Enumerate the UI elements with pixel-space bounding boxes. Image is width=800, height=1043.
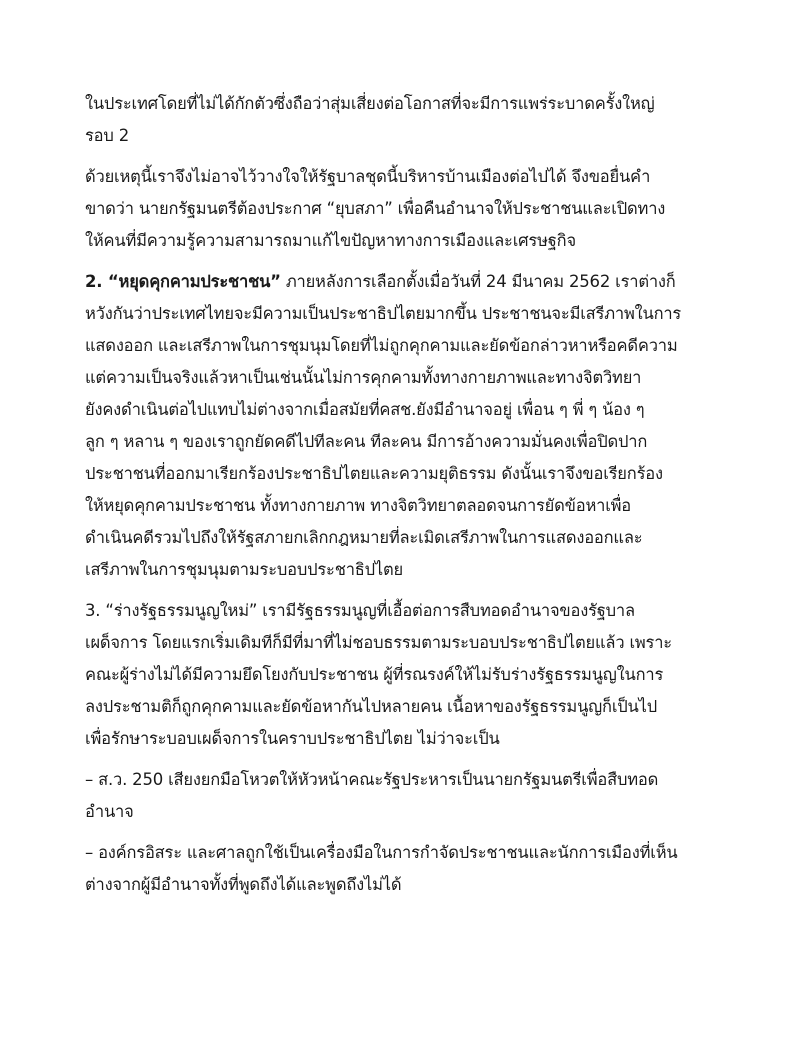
paragraph-stop-harassment — [85, 266, 725, 586]
text-line: คณะผู้ร่างไม่ได้มีความยึดโยงกับประชาชน ผู้ที่รณรงค์ให้ไม่รับร่างรัฐธรรมนูญในการ — [85, 665, 664, 684]
text-line: ยังคงดำเนินต่อไปแทบไม่ต่างจากเมื่อสมัยที่คสช.ยังมีอำนาจอยู่ เพื่อน ๆ พี่ ๆ น้อง ๆ — [85, 400, 645, 419]
paragraph-new-constitution — [85, 595, 725, 755]
text-line: แต่ความเป็นจริงแล้วหาเป็นเช่นนั้นไม่การคุกคามทั้งทางกายภาพและทางจิตวิทยา — [85, 368, 642, 387]
paragraph-dissolve-parliament — [85, 161, 725, 257]
section-heading-2: 2. “หยุดคุกคามประชาชน” — [85, 272, 281, 291]
text-line: ด้วยเหตุนี้เราจึงไม่อาจไว้วางใจให้รัฐบาลชุดนี้บริหารบ้านเมืองต่อไปได้ จึงขอยื่นคำ — [85, 167, 651, 186]
text-line: เพื่อรักษาระบอบเผด็จการในคราบประชาธิปไตย ไม่ว่าจะเป็น — [85, 729, 500, 748]
text-line: ลูก ๆ หลาน ๆ ของเราถูกยัดคดีไปทีละคน ทีละคน มีการอ้างความมั่นคงเพื่อปิดปาก — [85, 432, 648, 451]
text-line: ลงประชามติก็ถูกคุกคามและยัดข้อหากันไปหลายคน เนื้อหาของรัฐธรรมนูญก็เป็นไป — [85, 697, 657, 716]
text-line: หวังกันว่าประเทศไทยจะมีความเป็นประชาธิปไตยมากขึ้น ประชาชนจะมีเสรีภาพในการ — [85, 304, 682, 323]
text-line: – ส.ว. 250 เสียงยกมือโหวตให้หัวหน้าคณะรัฐประหารเป็นนายกรัฐมนตรีเพื่อสืบทอด — [85, 770, 659, 789]
text-line: ดำเนินคดีรวมไปถึงให้รัฐสภายกเลิกกฎหมายที่ละเมิดเสรีภาพในการแสดงออกและ — [85, 528, 643, 547]
text-line: ประชาชนที่ออกมาเรียกร้องประชาธิปไตยและความยุติธรรม ดังนั้นเราจึงขอเรียกร้อง — [85, 464, 663, 483]
document-page — [85, 88, 725, 910]
text-line: ให้หยุดคุกคามประชาชน ทั้งทางกายภาพ ทางจิตวิทยาตลอดจนการยัดข้อหาเพื่อ — [85, 496, 632, 515]
text-line: ขาดว่า นายกรัฐมนตรีต้องประกาศ “ยุบสภา” เพื่อคืนอำนาจให้ประชาชนและเปิดทาง — [85, 199, 666, 218]
bullet-senate-votes — [85, 764, 725, 828]
text-line: รอบ 2 — [85, 126, 129, 145]
text-line: เผด็จการ โดยแรกเริ่มเดิมทีก็มีที่มาที่ไม่ชอบธรรมตามระบอบประชาธิปไตยแล้ว เพราะ — [85, 633, 672, 652]
bullet-independent-orgs — [85, 837, 725, 901]
text-line — [85, 266, 725, 298]
text-line: แสดงออก และเสรีภาพในการชุมนุมโดยที่ไม่ถูกคุกคามและยัดข้อกล่าวหาหรือคดีความ — [85, 336, 678, 355]
text-line: อำนาจ — [85, 802, 134, 821]
text-line: 3. “ร่างรัฐธรรมนูญใหม่” เรามีรัฐธรรมนูญที่เอื้อต่อการสืบทอดอำนาจของรัฐบาล — [85, 601, 635, 620]
text-fragment: ภายหลังการเลือกตั้งเมื่อวันที่ 24 มีนาคม 2562 เราต่างก็ — [280, 272, 676, 291]
paragraph-covid-risk — [85, 88, 725, 152]
text-line: ให้คนที่มีความรู้ความสามารถมาแก้ไขปัญหาทางการเมืองและเศรษฐกิจ — [85, 231, 576, 250]
text-line: ในประเทศโดยที่ไม่ได้กักตัวซึ่งถือว่าสุ่มเสี่ยงต่อโอกาสที่จะมีการแพร่ระบาดครั้งใหญ่ — [85, 94, 655, 113]
text-line: ต่างจากผู้มีอำนาจทั้งที่พูดถึงได้และพูดถึงไม่ได้ — [85, 875, 402, 894]
text-line: – องค์กรอิสระ และศาลถูกใช้เป็นเครื่องมือในการกำจัดประชาชนและนักการเมืองที่เห็น — [85, 843, 678, 862]
text-line: เสรีภาพในการชุมนุมตามระบอบประชาธิปไตย — [85, 560, 404, 579]
